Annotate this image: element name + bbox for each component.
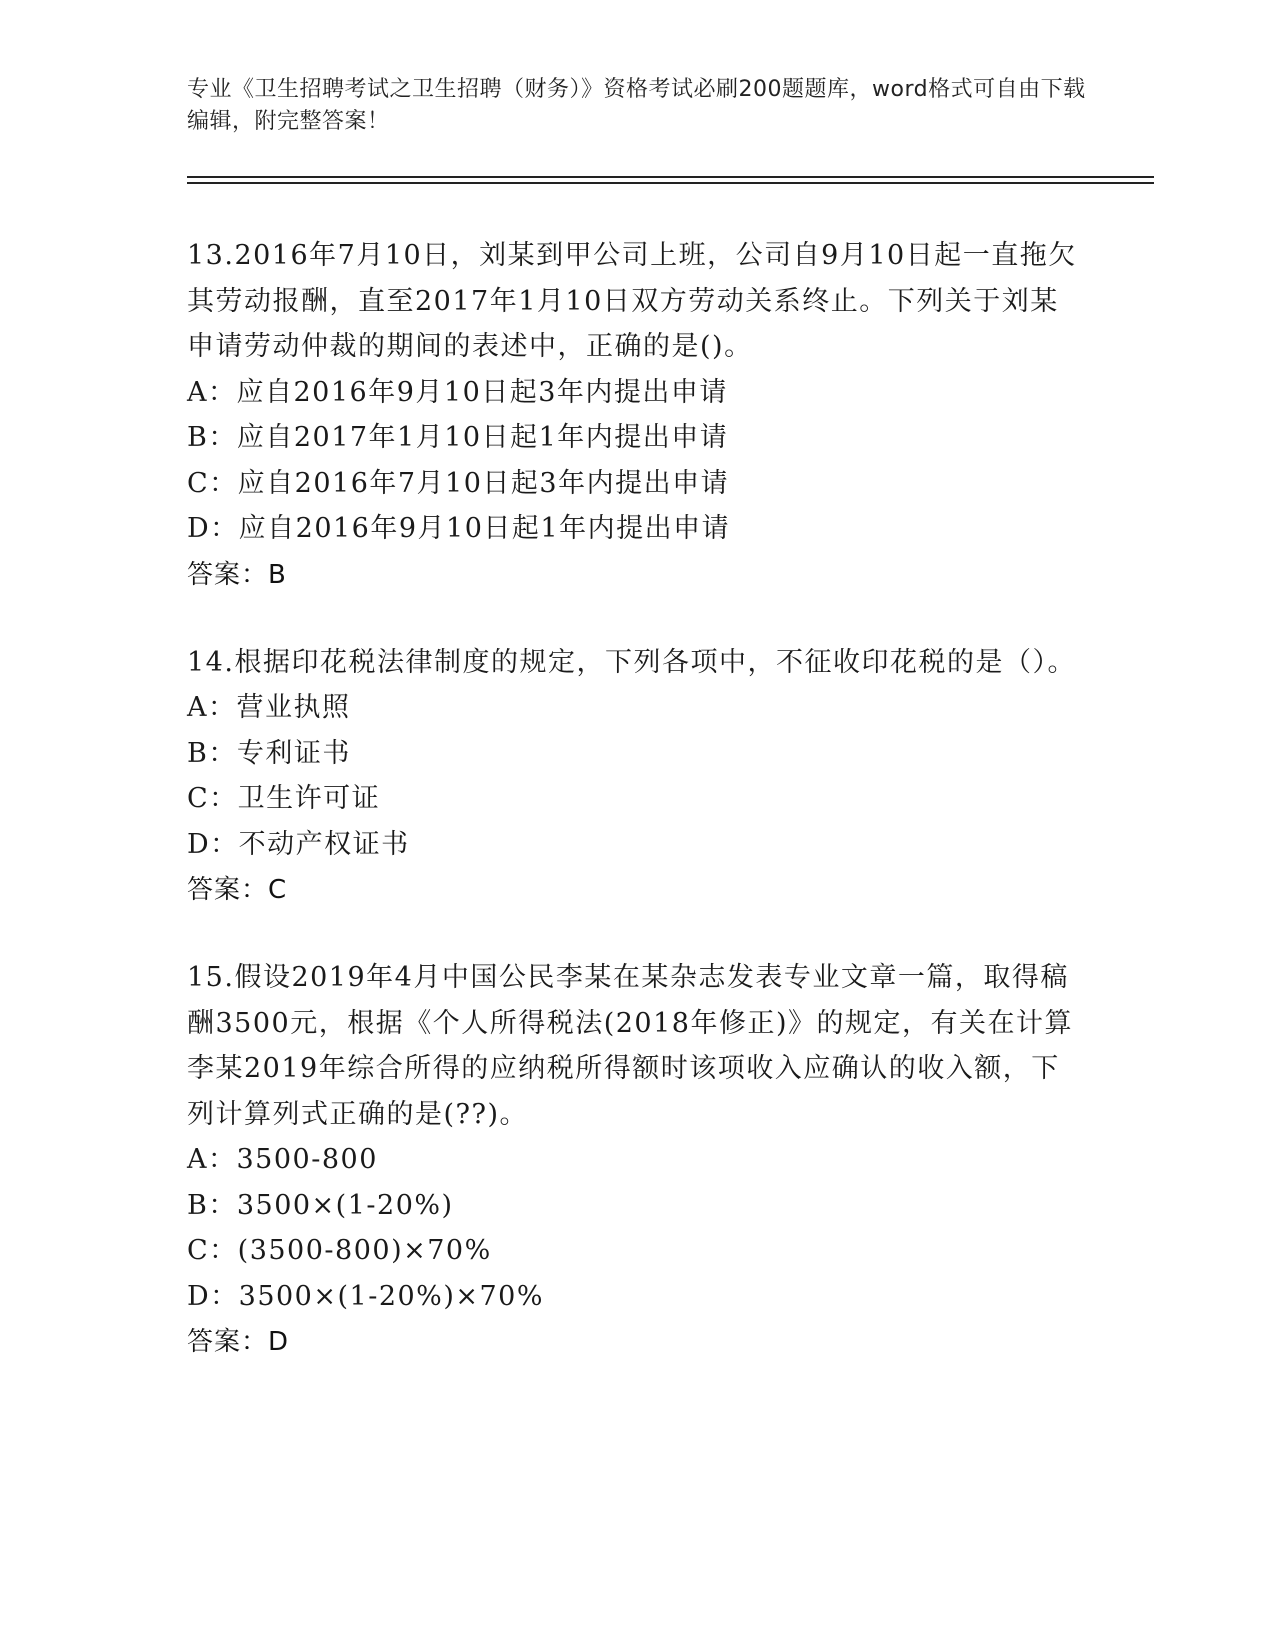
question-15: [187, 955, 1087, 1365]
question-stem: 15.假设2019年4月中国公民李某在某杂志发表专业文章一篇，取得稿酬3500元，根据《个人所得税法(2018年修正)》的规定，有关在计算李某2019年综合所得的应纳税所得额时该项收入应确认的收入额，下列计算列式正确的是(??)。: [187, 962, 1073, 1130]
header-rule-top: [187, 176, 1154, 178]
option-d: D：应自2016年9月10日起1年内提出申请: [187, 513, 731, 544]
question-list: [187, 233, 1087, 1407]
option-b: B：专利证书: [187, 737, 351, 769]
option-a: A：营业执照: [187, 692, 351, 723]
question-stem: 14.根据印花税法律制度的规定，下列各项中，不征收印花税的是（）。: [187, 646, 1076, 678]
option-d: D：3500×(1-20%)×70%: [187, 1280, 544, 1312]
header-rule-bottom: [187, 182, 1154, 184]
question-stem: 13.2016年7月10日，刘某到甲公司上班，公司自9月10日起一直拖欠其劳动报酬，直至2017年1月10日双方劳动关系终止。下列关于刘某申请劳动仲裁的期间的表述中，正确的是()。: [187, 240, 1077, 362]
option-c: C：应自2016年7月10日起3年内提出申请: [187, 467, 730, 499]
option-c: C：(3500-800)×70%: [187, 1235, 492, 1266]
question-13: [187, 233, 1087, 598]
option-c: C：卫生许可证: [187, 783, 381, 814]
answer-line: 答案：C: [187, 875, 288, 905]
page-header: 专业《卫生招聘考试之卫生招聘（财务）》资格考试必刷200题题库，word格式可自由下载编辑，附完整答案！: [187, 77, 1086, 134]
answer-line: 答案：D: [187, 1327, 290, 1357]
option-b: B：应自2017年1月10日起1年内提出申请: [187, 422, 729, 453]
answer-line: 答案：B: [187, 559, 287, 590]
option-a: A：应自2016年9月10日起3年内提出申请: [187, 376, 728, 408]
question-14: [187, 640, 1087, 914]
option-b: B：3500×(1-20%): [187, 1189, 454, 1221]
option-a: A：3500-800: [187, 1144, 378, 1175]
option-d: D：不动产权证书: [187, 828, 410, 860]
